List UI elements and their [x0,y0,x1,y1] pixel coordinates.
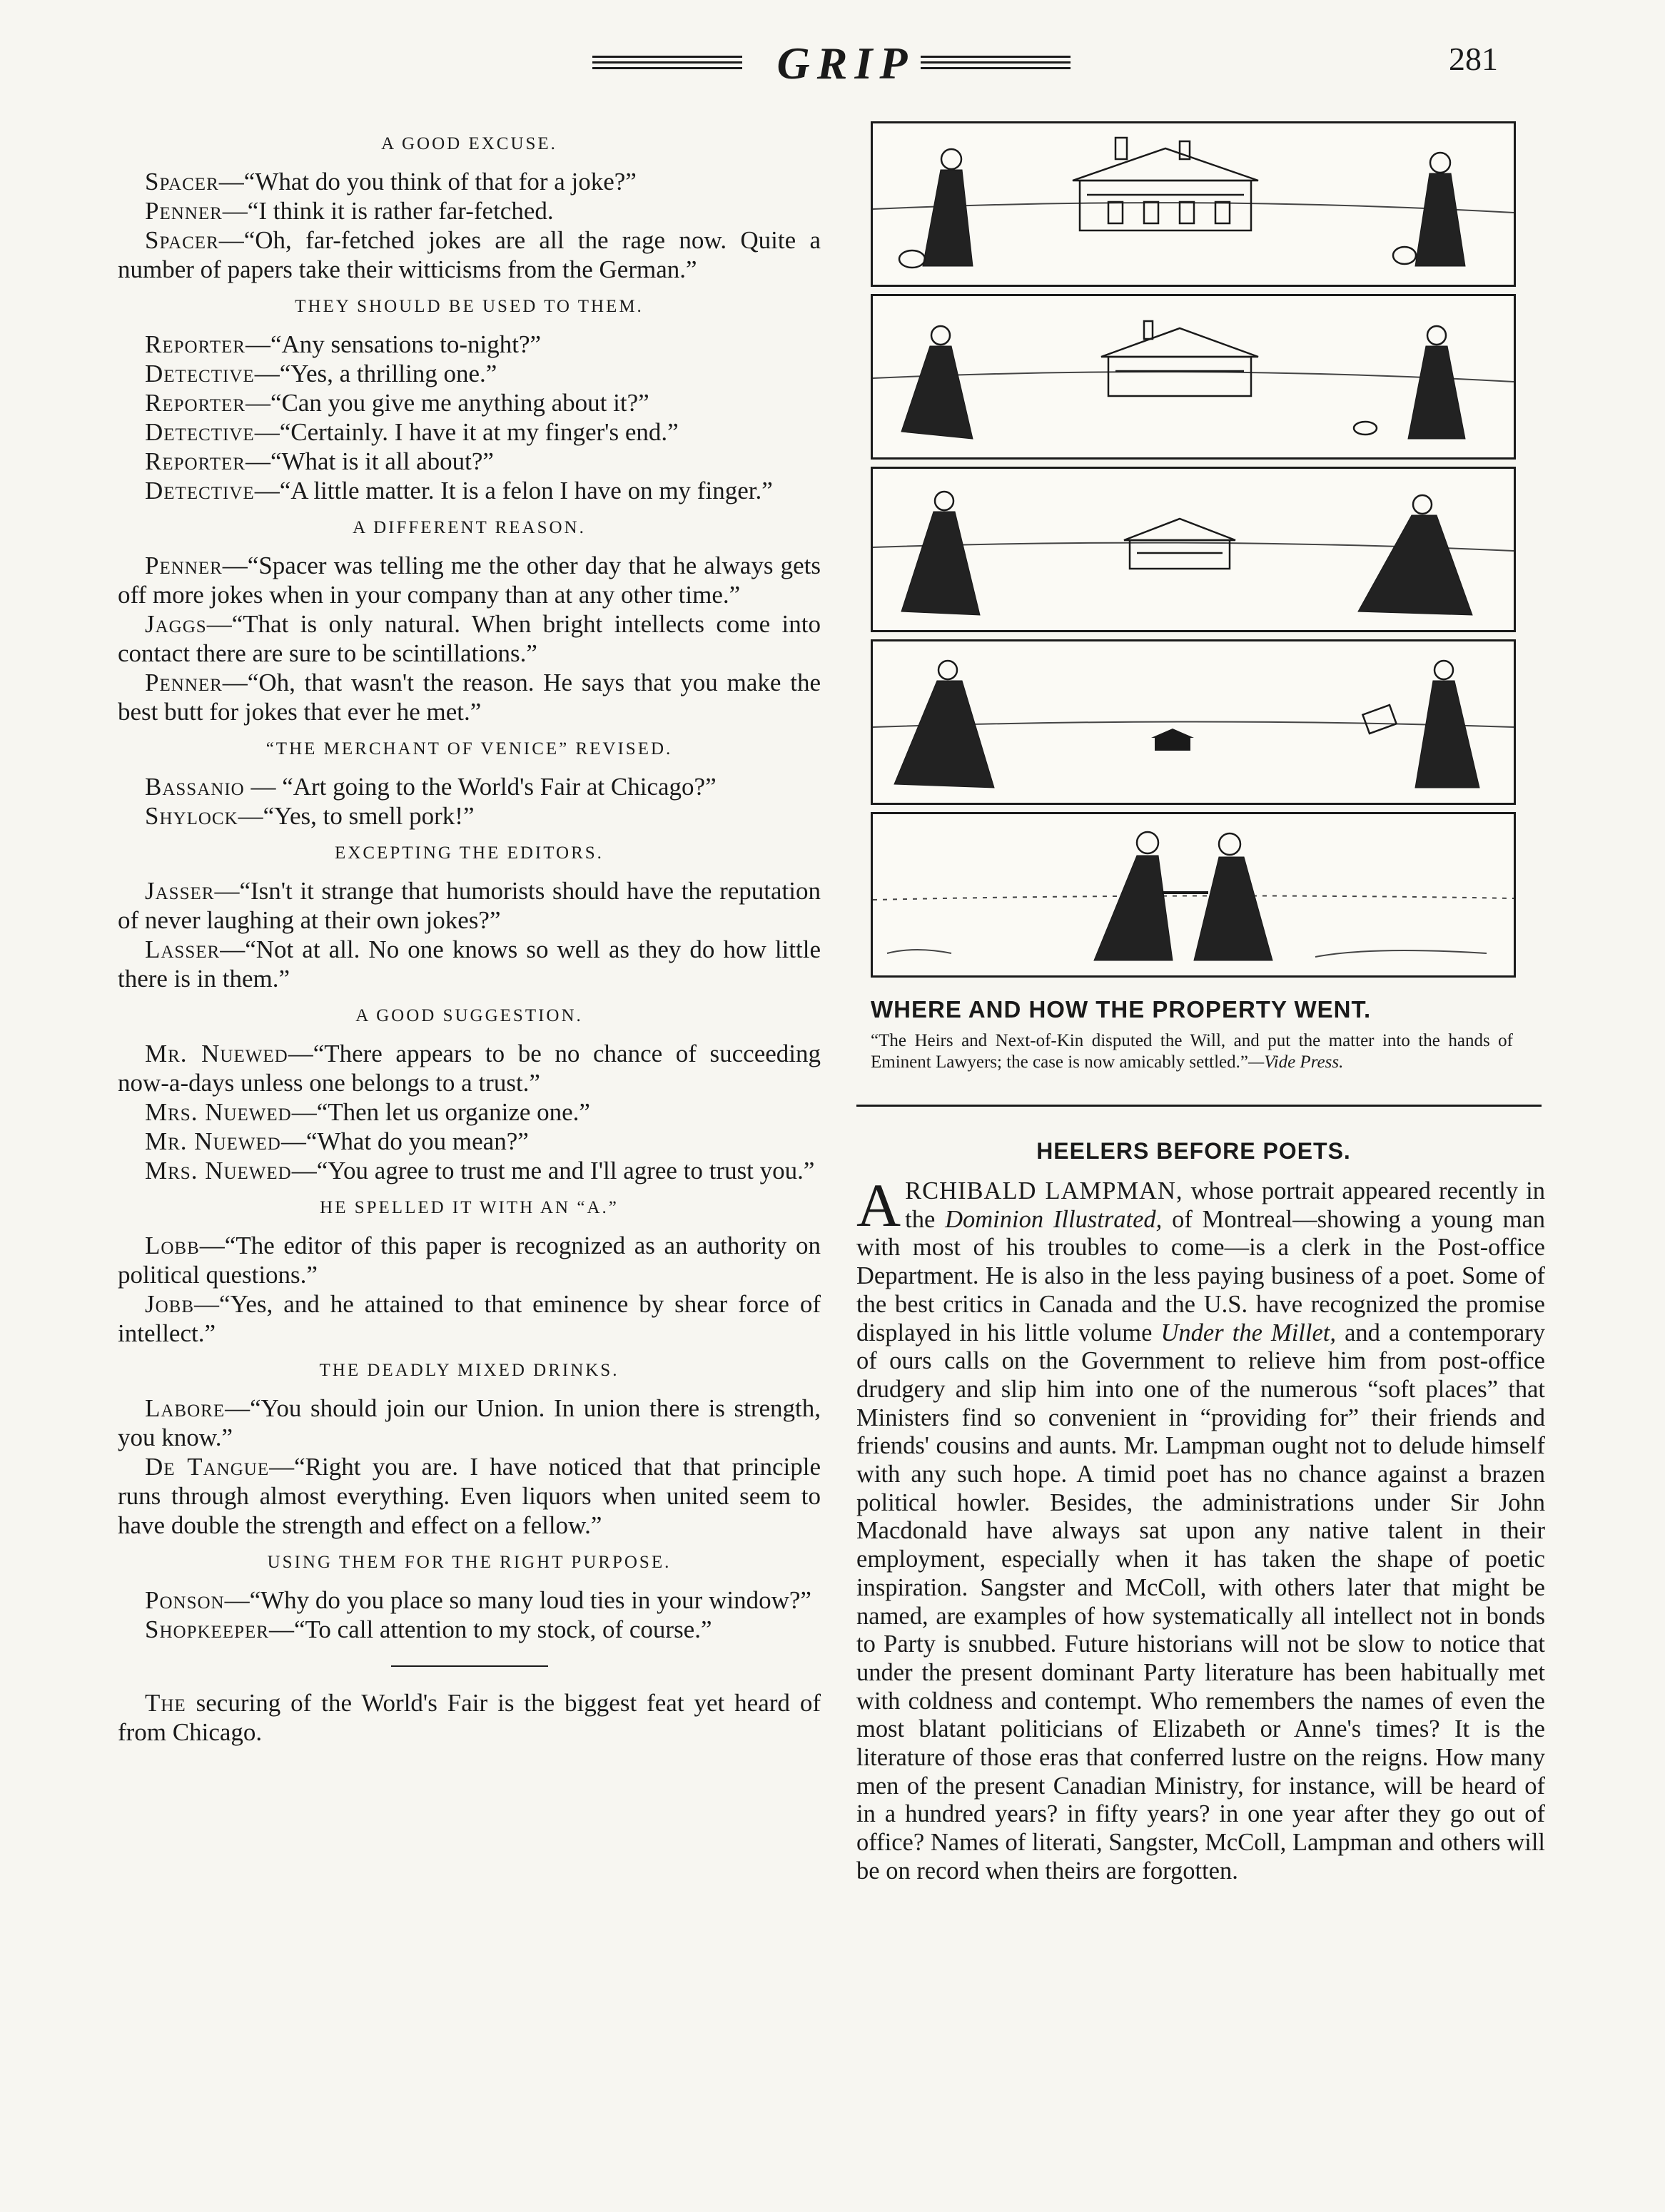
cartoon-panel-2 [871,294,1516,460]
cartoon-panel-1 [871,121,1516,287]
speaker-name: Ponson [145,1586,225,1614]
dialogue-text: —“Spacer was telling me the other day that he always gets off more jokes when in your company than at any other time.” [118,552,821,609]
left-column [118,121,821,1747]
dialogue-text: —“You should join our Union. In union there is strength, you know.” [118,1394,821,1451]
dialogue-line [118,1452,821,1540]
cartoon [871,121,1513,978]
speaker-name: Reporter [145,330,246,358]
joke-heading: HE SPELLED IT WITH AN “A.” [320,1198,619,1217]
dialogue-line [118,551,821,609]
dialogue-line [118,876,821,935]
article-text-1: whose portrait appeared recently in the [905,1177,1546,1233]
house-icon [1073,138,1258,230]
dialogue-text: —“Yes, and he attained to that eminence by shear force of intellect.” [118,1290,821,1347]
dialogue-line [118,225,821,284]
cartoon-title: WHERE AND HOW THE PROPERTY WENT. [871,996,1372,1023]
dialogue-text: —“Why do you place so many loud ties in your window?” [224,1586,811,1614]
dialogue-text: —“Oh, that wasn't the reason. He says that you make the best butt for jokes that ever he met.” [118,669,821,726]
dialogue-line [118,1127,821,1156]
dialogue-text: —“The editor of this paper is recognized as an authority on political questions.” [118,1232,821,1289]
speaker-name: Bassanio [145,773,245,801]
speaker-name: Reporter [145,447,246,475]
dialogue-line [118,801,821,831]
house-icon [1151,729,1194,751]
speaker-name: Labore [145,1394,226,1422]
speaker-name: Mrs. Nuewed [145,1098,292,1126]
joke-heading: “THE MERCHANT OF VENICE” REVISED. [265,739,673,759]
dialogue-line [118,447,821,476]
article-title: HEELERS BEFORE POETS. [1036,1138,1351,1164]
dialogue-text: —“A little matter. It is a felon I have on my finger.” [254,477,773,504]
dialogue-text: —“Right you are. I have noticed that that principle runs through almost everything. Even liquors when united seem to have double the strength and effect on a fellow.” [118,1453,821,1539]
cartoon-caption-quote: “The Heirs and Next-of-Kin disputed the Will, and put the matter into the hands of Eminent Lawyers; the case is now amicably settled.” [871,1031,1513,1072]
speaker-name: Reporter [145,389,246,417]
dialogue-line [118,330,821,359]
speaker-name: Detective [145,477,255,504]
joke-heading: A GOOD EXCUSE. [381,134,557,153]
dialogue-text: —“To call attention to my stock, of course.” [268,1615,712,1643]
speaker-name: Jaggs [145,610,207,638]
dialogue-text: —“That is only natural. When bright intellects come into contact there are sure to be scintillations.” [118,610,821,667]
drop-cap: A [856,1171,901,1239]
speaker-name: Penner [145,669,223,696]
speaker-name: Penner [145,197,223,225]
dialogue-line [118,1615,821,1644]
speaker-name: Jobb [145,1290,195,1318]
dialogue-text: —“Not at all. No one knows so well as they do how little there is in them.” [118,935,821,993]
speaker-name: Mrs. Nuewed [145,1157,292,1184]
dialogue-line [118,1039,821,1097]
dialogue-line [118,1097,821,1127]
dialogue-line [118,1231,821,1289]
speaker-name: Lobb [145,1232,200,1259]
masthead-rule-left [592,56,742,71]
speaker-name: Detective [145,418,255,446]
closing-paragraph [118,1688,821,1747]
speaker-name: Mr. Nuewed [145,1040,288,1067]
dialogue-line [118,1394,821,1452]
lawyer-left-icon [901,492,980,615]
dialogue-text: —“What do you mean?” [280,1127,529,1155]
dialogue-line [118,1156,821,1185]
dialogue-text: —“Yes, a thrilling one.” [254,360,497,387]
dialogue-line [118,359,821,388]
dialogue-line [118,668,821,726]
speaker-name: Shylock [145,802,238,830]
dialogue-line [118,417,821,447]
dialogue-text: —“I think it is rather far-fetched. [222,197,554,225]
article-text-3: and a contemporary of ours calls on the Government to relieve him from post-office drudgery and slip him into one of the numerous “soft places” that Ministers find so convenient in “providing for” their friends and friends' cousins and aunts. Mr. Lampman ought not to delude himself with any such hope. A timid poet has no chance against a brazen political howler. Besides, the administrations under Sir John Macdonald have always sat upon any native talent in their employment, especially when it has taken the shape of poetic inspiration. Sangster and McColl, with others later that might be named, are examples of how systematically all intellect not in bonds to Party is snubbed. Future historians will not be slow to notice that under the present dominant Party literature has been habitually met with coldness and contempt. Who remembers the names of even the most blatant politicians of Elizabeth or Anne's times? It is the literature of those eras that conferred lustre on the reigns. How many men of the present Canadian Ministry, for instance, will be heard of in a hundred years? in fifty years? in one year after they go out of office? Names of literati, Sangster, McColl, Lampman and others will be on record when theirs are forgotten. [856,1319,1545,1884]
joke-heading: A DIFFERENT REASON. [353,518,586,537]
speaker-name: Shopkeeper [145,1615,269,1643]
short-divider [391,1665,548,1667]
dialogue-text: —“Isn't it strange that humorists should have the reputation of never laughing at their own jokes?” [118,877,821,934]
cartoon-caption [871,1030,1513,1073]
joke-heading: EXCEPTING THE EDITORS. [335,843,604,863]
dialogue-text: —“Certainly. I have it at my finger's end.” [254,418,679,446]
dialogue-line [118,388,821,417]
lawyer-right-icon [1194,833,1272,960]
dialogue-text: —“You agree to trust me and I'll agree to trust you.” [291,1157,815,1184]
speaker-name: Penner [145,552,223,579]
right-column [842,121,1545,1886]
publication-title: GRIP [776,38,915,88]
lawyer-right-icon [1393,153,1465,266]
publication-name: Dominion Illustrated, [945,1205,1163,1233]
joke-heading: THEY SHOULD BE USED TO THEM. [295,297,644,316]
speaker-name: Lasser [145,935,221,963]
dialogue-text: —“What do you think of that for a joke?” [218,168,637,196]
house-icon [1101,321,1258,396]
article-body [856,1171,1546,1886]
article-lead: RCHIBALD LAMPMAN, [905,1177,1183,1204]
joke-heading: USING THEM FOR THE RIGHT PURPOSE. [267,1553,672,1572]
section-divider [856,1105,1542,1107]
lawyer-right-icon [1358,495,1472,615]
dialogue-line [118,935,821,993]
dialogue-text: —“Can you give me anything about it?” [245,389,649,417]
page-number: 281 [1449,41,1498,77]
speaker-name: Spacer [145,226,219,254]
dialogue-line [118,167,821,196]
closing-text: securing of the World's Fair is the biggest feat yet heard of from Chicago. [118,1689,821,1746]
dialogue-text: — “Art going to the World's Fair at Chicago?” [244,773,717,801]
lawyer-left-icon [901,326,973,439]
dialogue-line [118,772,821,801]
speaker-name: De Tangue [145,1453,270,1481]
joke-heading: A GOOD SUGGESTION. [355,1006,583,1025]
dialogue-line [118,196,821,225]
dialogue-line [118,1289,821,1348]
dialogue-text: —“Oh, far-fetched jokes are all the rage now. Quite a number of papers take their witticisms from the German.” [118,226,821,283]
speaker-name: Detective [145,360,255,387]
speaker-name: Spacer [145,168,219,196]
masthead [0,37,1665,94]
joke-heading: THE DEADLY MIXED DRINKS. [319,1361,619,1380]
dialogue-line [118,609,821,668]
cartoon-panel-4 [871,639,1516,805]
lawyer-right-icon [1354,326,1465,439]
lawyer-left-icon [899,149,973,268]
article-text-2: of Montreal—showing a young man with most of his troubles to come—is a clerk in the Post-office Department. He is also in the less paying business of a poet. Some of the best critics in Canada and the U.S. have recognized the promise displayed in his little volume [856,1205,1546,1346]
book-title: Under the Millet, [1160,1319,1337,1346]
dialogue-text: —“Yes, to smell pork!” [238,802,475,830]
cartoon-caption-source: —Vide Press. [1248,1052,1344,1072]
dialogue-text: —“What is it all about?” [245,447,494,475]
dialogue-text: —“Then let us organize one.” [291,1098,590,1126]
dialogue-line [118,1586,821,1615]
dialogue-text: —“Any sensations to-night?” [245,330,542,358]
house-icon [1124,519,1235,569]
dialogue-text: —“There appears to be no chance of succeeding now-a-days unless one belongs to a trust.” [118,1040,821,1097]
cartoon-panel-3 [871,467,1516,632]
speaker-name: Mr. Nuewed [145,1127,281,1155]
masthead-rule-right [921,56,1071,71]
closing-lead: The [145,1689,186,1717]
speaker-name: Jasser [145,877,215,905]
dialogue-line [118,476,821,505]
cartoon-panel-5 [871,812,1516,978]
